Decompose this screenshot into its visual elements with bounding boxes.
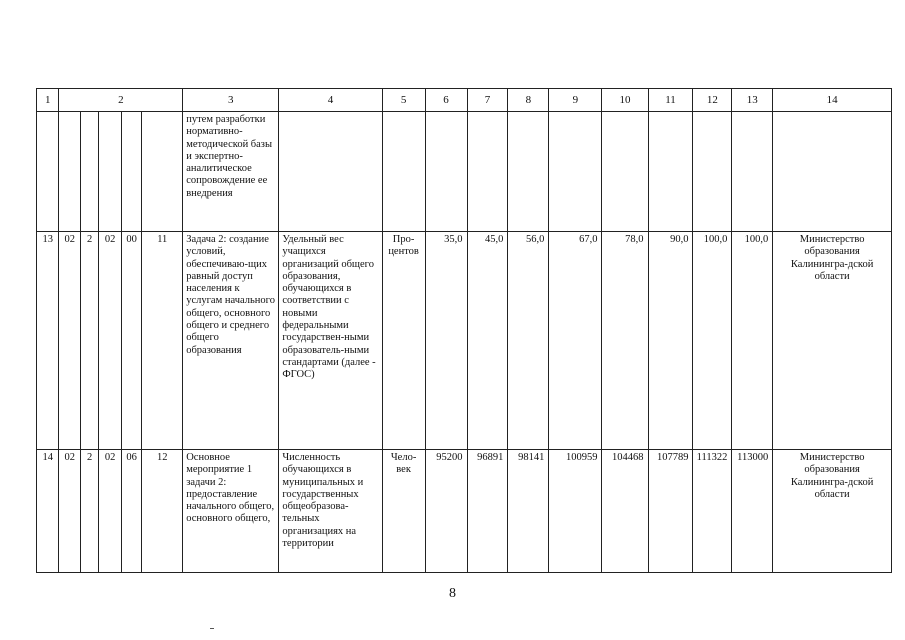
code-cell: 02 [99,232,121,450]
table-row [37,450,892,573]
header-cell: 10 [602,89,648,112]
indicator-cell [279,112,382,232]
code-cell: 2 [80,450,98,573]
header-cell: 3 [183,89,279,112]
code-cell [59,112,80,232]
header-cell: 11 [648,89,693,112]
header-cell: 4 [279,89,382,112]
header-cell: 13 [732,89,773,112]
value-cell [602,112,648,232]
responsible-cell: Министерство образования Калинингра-дской области [773,450,892,573]
code-cell [121,112,141,232]
name-cell: Основное мероприятие 1 задачи 2: предоставление начального общего, основного общего, [183,450,279,573]
value-cell [693,112,732,232]
value-cell: 67,0 [549,232,602,450]
name-cell: путем разработки нормативно-методической базы и экспертно-аналитическое сопровождение ее внедрения [183,112,279,232]
row-number-cell: 14 [37,450,59,573]
scan-speck [210,628,214,629]
header-cell: 7 [467,89,508,112]
value-cell: 78,0 [602,232,648,450]
row-number-cell [37,112,59,232]
code-cell: 02 [59,450,80,573]
value-cell: 45,0 [467,232,508,450]
value-cell [732,112,773,232]
value-cell [467,112,508,232]
value-cell: 35,0 [425,232,467,450]
row-number-cell: 13 [37,232,59,450]
header-cell: 6 [425,89,467,112]
value-cell: 100,0 [732,232,773,450]
code-cell: 00 [121,232,141,450]
header-cell: 1 [37,89,59,112]
value-cell: 104468 [602,450,648,573]
responsible-cell [773,112,892,232]
value-cell: 96891 [467,450,508,573]
name-cell: Задача 2: создание условий, обеспечиваю-щих равный доступ населения к услугам начального общего, основного общего и среднего общего образования [183,232,279,450]
indicator-cell: Численность обучающихся в муниципальных и государственных общеобразова-тельных организациях на территории [279,450,382,573]
code-cell [80,112,98,232]
header-cell: 12 [693,89,732,112]
responsible-cell: Министерство образования Калинингра-дской области [773,232,892,450]
value-cell: 90,0 [648,232,693,450]
header-row [37,89,892,112]
page-number: 8 [449,586,456,601]
value-cell: 111322 [693,450,732,573]
value-cell: 98141 [508,450,549,573]
code-cell: 2 [80,232,98,450]
table-row [37,112,892,232]
code-cell: 02 [59,232,80,450]
value-cell: 100959 [549,450,602,573]
value-cell: 100,0 [693,232,732,450]
indicator-cell: Удельный вес учащихся организаций общего образования, обучающихся в соответствии с новыми федеральными государствен-ными образователь-ными стандартами (далее - ФГОС) [279,232,382,450]
value-cell: 107789 [648,450,693,573]
header-cell: 5 [382,89,425,112]
value-cell: 113000 [732,450,773,573]
code-cell: 12 [142,450,183,573]
header-cell: 8 [508,89,549,112]
value-cell [549,112,602,232]
unit-cell: Про-центов [382,232,425,450]
value-cell: 95200 [425,450,467,573]
value-cell [508,112,549,232]
value-cell: 56,0 [508,232,549,450]
code-cell [142,112,183,232]
header-cell: 9 [549,89,602,112]
code-cell: 06 [121,450,141,573]
value-cell [425,112,467,232]
unit-cell: Чело-век [382,450,425,573]
code-cell: 11 [142,232,183,450]
table-row [37,232,892,450]
unit-cell [382,112,425,232]
code-cell [99,112,121,232]
program-table [36,88,892,573]
header-cell: 14 [773,89,892,112]
header-cell: 2 [59,89,183,112]
code-cell: 02 [99,450,121,573]
value-cell [648,112,693,232]
